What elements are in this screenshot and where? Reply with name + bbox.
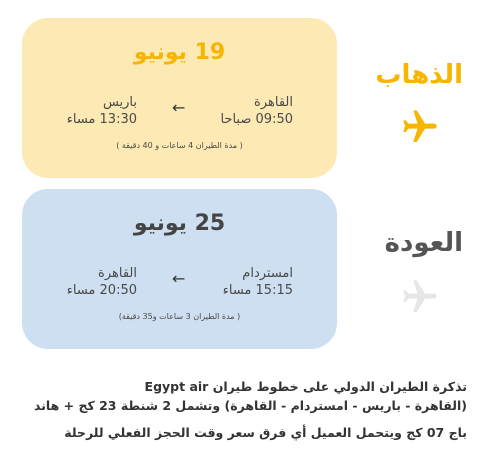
outbound-from-city: القاهرة bbox=[254, 95, 293, 110]
ticket-description-line3: باج 07 كج ويتحمل العميل أي فرق سعر وقت الحجز الفعلي للرحلة bbox=[64, 425, 467, 440]
outbound-from-time: 09:50 صباحا bbox=[220, 112, 293, 127]
return-label: العودة bbox=[384, 228, 463, 258]
outbound-label: الذهاب bbox=[375, 60, 463, 90]
outbound-duration: ( مدة الطيران 4 ساعات و 40 دقيقة ) bbox=[116, 141, 243, 150]
outbound-departure bbox=[220, 94, 293, 128]
return-from-time: 15:15 مساء bbox=[222, 283, 293, 298]
return-departure bbox=[223, 265, 293, 299]
outbound-arrow-icon: ← bbox=[172, 98, 186, 117]
outbound-flight-card bbox=[22, 18, 337, 178]
return-to-city: القاهرة bbox=[98, 266, 137, 281]
outbound-to-time: 13:30 مساء bbox=[66, 112, 137, 127]
return-duration: ( مدة الطيران 3 ساعات و35 دقيقة) bbox=[118, 312, 241, 321]
ticket-description-line2: (القاهرة - باريس - امستردام - القاهرة) وتشمل 2 شنطة 23 كج + هاند bbox=[34, 398, 467, 413]
airplane-icon bbox=[400, 277, 440, 317]
outbound-arrival bbox=[67, 94, 137, 128]
airplane-icon bbox=[400, 107, 440, 147]
ticket-description-line1: تذكرة الطيران الدولي على خطوط طيران Egypt air bbox=[144, 379, 467, 394]
return-flight-card bbox=[22, 189, 337, 349]
outbound-to-city: باريس bbox=[102, 95, 137, 110]
return-date: 25 يونيو bbox=[133, 211, 226, 236]
return-arrow-icon: ← bbox=[172, 269, 186, 288]
return-arrival bbox=[67, 265, 137, 299]
return-to-time: 20:50 مساء bbox=[66, 283, 137, 298]
outbound-date: 19 يونيو bbox=[133, 40, 226, 65]
return-from-city: امستردام bbox=[242, 266, 293, 281]
